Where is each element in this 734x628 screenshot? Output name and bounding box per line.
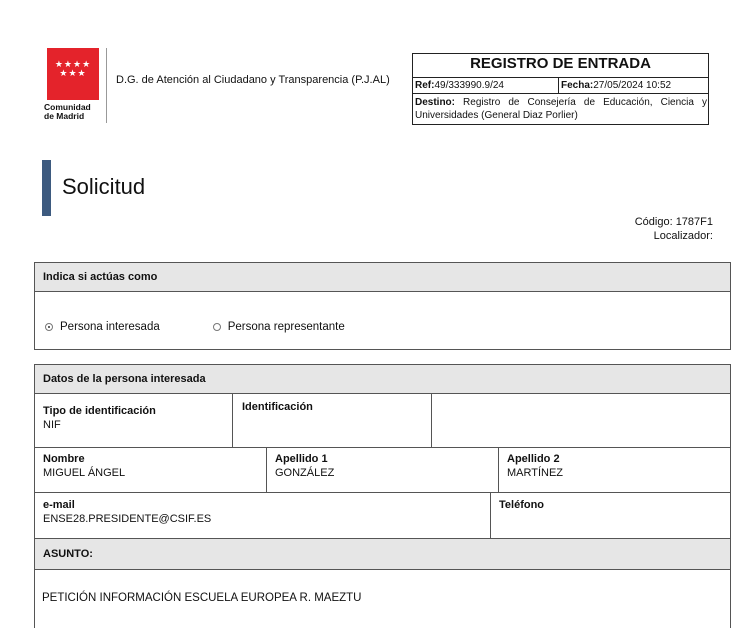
telefono-cell bbox=[499, 499, 544, 511]
page-title: Solicitud bbox=[62, 174, 146, 199]
logo-divider bbox=[106, 48, 107, 123]
apellido1-value: GONZÁLEZ bbox=[275, 467, 335, 479]
registro-fecha bbox=[561, 80, 671, 91]
logo-label-line1: Comunidad bbox=[44, 102, 91, 112]
destino-value: Registro de Consejería de Educación, Ciencia y Universidades (General Diaz Porlier) bbox=[415, 97, 707, 121]
telefono-label: Teléfono bbox=[499, 499, 545, 511]
apellido1-cell bbox=[275, 453, 334, 479]
apellido2-value: MARTÍNEZ bbox=[507, 467, 564, 479]
registro-ref bbox=[415, 80, 504, 91]
interesada-heading: Datos de la persona interesada bbox=[35, 365, 730, 394]
logo-label bbox=[44, 103, 104, 121]
title-accent-bar bbox=[42, 160, 51, 216]
divider bbox=[431, 394, 432, 447]
divider bbox=[232, 394, 233, 447]
divider bbox=[412, 93, 709, 94]
apellido2-cell bbox=[507, 453, 563, 479]
ref-value: 49/333990.9/24 bbox=[434, 80, 504, 91]
nombre-value: MIGUEL ÁNGEL bbox=[43, 467, 126, 479]
identificacion-cell bbox=[242, 401, 313, 413]
radio-label-representante: Persona representante bbox=[227, 321, 345, 333]
logo-label-line2: de Madrid bbox=[44, 111, 85, 121]
tipo-id-value: NIF bbox=[43, 419, 61, 431]
interesada-section bbox=[34, 364, 731, 539]
email-label: e-mail bbox=[43, 499, 75, 511]
fecha-label: Fecha: bbox=[561, 80, 594, 91]
asunto-value: PETICIÓN INFORMACIÓN ESCUELA EUROPEA R. MAEZTU bbox=[42, 592, 362, 604]
divider bbox=[558, 77, 559, 93]
registro-title: REGISTRO DE ENTRADA bbox=[470, 55, 651, 72]
nombre-label: Nombre bbox=[43, 453, 85, 465]
divider bbox=[490, 492, 491, 538]
radio-group bbox=[45, 321, 345, 333]
department-name: D.G. de Atención al Ciudadano y Transparencia (P.J.AL) bbox=[116, 74, 390, 86]
localizador: Localizador: bbox=[653, 230, 713, 242]
logo-stars-icon: ★★★★ ★★★ bbox=[54, 59, 92, 78]
apellido2-label: Apellido 2 bbox=[507, 453, 560, 465]
tipo-id-cell bbox=[43, 405, 156, 431]
divider bbox=[266, 447, 267, 493]
codigo: Código: 1787F1 bbox=[634, 216, 713, 228]
divider bbox=[35, 492, 730, 493]
email-value: ENSE28.PRESIDENTE@CSIF.ES bbox=[43, 513, 212, 525]
codigo-block bbox=[635, 215, 713, 243]
identificacion-label: Identificación bbox=[242, 401, 313, 413]
radio-persona-interesada[interactable] bbox=[45, 323, 53, 331]
apellido1-label: Apellido 1 bbox=[275, 453, 328, 465]
destino-label: Destino: bbox=[415, 97, 455, 108]
tipo-id-label: Tipo de identificación bbox=[43, 405, 156, 417]
actuas-heading: Indica si actúas como bbox=[35, 263, 730, 292]
divider bbox=[35, 447, 730, 448]
actuas-section bbox=[34, 262, 731, 350]
registro-destino bbox=[415, 96, 707, 122]
nombre-cell bbox=[43, 453, 125, 479]
radio-label-interesada: Persona interesada bbox=[60, 321, 160, 333]
ref-label: Ref: bbox=[415, 80, 435, 91]
divider bbox=[412, 77, 709, 78]
fecha-value: 27/05/2024 10:52 bbox=[593, 80, 672, 91]
email-cell bbox=[43, 499, 211, 525]
divider bbox=[498, 447, 499, 493]
radio-persona-representante[interactable] bbox=[213, 323, 221, 331]
asunto-heading: ASUNTO: bbox=[35, 539, 730, 570]
